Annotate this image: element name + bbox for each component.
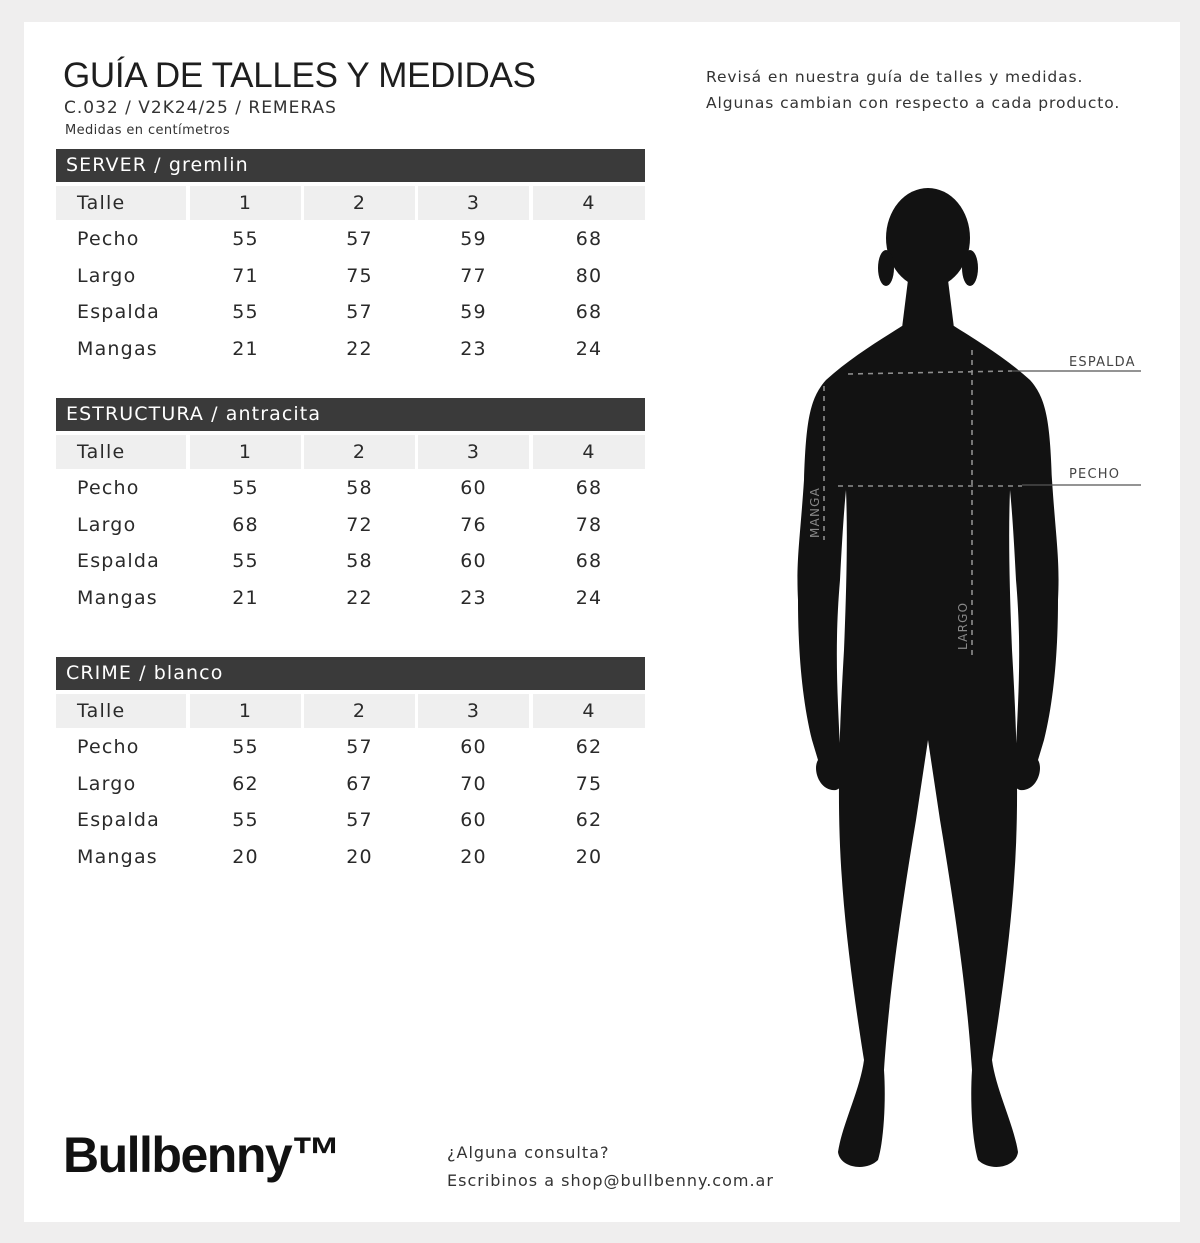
page-title: GUÍA DE TALLES Y MEDIDAS [63,56,536,95]
table-cell: 55 [232,736,259,758]
intro-line: Algunas cambian con respecto a cada producto. [706,94,1121,112]
table-cell: 20 [460,845,487,868]
pecho-label: PECHO [1069,467,1121,482]
table-cell: 78 [575,513,603,536]
table-cell: 55 [232,477,259,499]
table-cell: 62 [232,772,259,795]
table-cell: 59 [460,228,487,250]
header-cell: 2 [304,435,415,469]
table-row [56,544,645,581]
table-cell: 75 [346,264,373,287]
page-subtitle: C.032 / V2K24/25 / REMERAS [64,98,337,118]
table-cell: 80 [575,264,603,287]
table-cell: 68 [232,513,259,536]
table-cell: 57 [346,809,373,831]
table-cell: 60 [460,809,487,831]
table-cell: 23 [460,337,487,360]
table-cell: 55 [232,228,259,250]
row-label: Mangas [77,337,158,360]
header-cell: Talle [56,435,186,469]
row-label: Espalda [77,301,160,323]
size-table-crime [56,657,645,876]
table-cell: 55 [232,301,259,323]
table-header-row [56,694,645,730]
table-cell: 20 [346,845,373,868]
table-cell: 68 [575,301,603,323]
table-header-row [56,435,645,471]
table-cell: 67 [346,772,373,795]
table-cell: 62 [575,809,603,831]
table-row [56,332,645,369]
row-label: Mangas [77,845,158,868]
table-cell: 20 [575,845,603,868]
table-cell: 57 [346,736,373,758]
table-cell: 60 [460,736,487,758]
contact-email[interactable]: Escribinos a shop@bullbenny.com.ar [447,1171,774,1190]
header-cell: 4 [533,186,645,220]
row-label: Espalda [77,809,160,831]
table-title: CRIME / blanco [56,657,645,690]
header-cell: 2 [304,186,415,220]
table-cell: 22 [346,337,373,360]
table-header-row [56,186,645,222]
table-cell: 68 [575,228,603,250]
body-silhouette [760,180,1160,1200]
table-row [56,840,645,877]
header-cell: 3 [418,694,529,728]
brand-logo: Bullbenny™ [63,1127,340,1183]
units-note: Medidas en centímetros [65,123,231,138]
header-cell: 4 [533,694,645,728]
table-cell: 21 [232,586,259,609]
table-cell: 58 [346,550,373,572]
table-cell: 72 [346,513,373,536]
table-cell: 24 [575,586,603,609]
row-label: Pecho [77,477,140,499]
intro-line: Revisá en nuestra guía de talles y medidas. [706,68,1084,86]
header-cell: 1 [190,694,301,728]
table-cell: 23 [460,586,487,609]
row-label: Pecho [77,736,140,758]
table-cell: 68 [575,550,603,572]
header-cell: 3 [418,435,529,469]
header-cell: Talle [56,186,186,220]
table-title: ESTRUCTURA / antracita [56,398,645,431]
header-cell: 3 [418,186,529,220]
table-cell: 55 [232,550,259,572]
table-cell: 57 [346,228,373,250]
table-row [56,259,645,296]
size-table-estructura [56,398,645,617]
row-label: Largo [77,772,137,795]
size-table-server [56,149,645,368]
espalda-label: ESPALDA [1069,355,1136,370]
table-row [56,471,645,508]
row-label: Largo [77,513,137,536]
table-cell: 58 [346,477,373,499]
manga-label: MANGA [808,486,822,538]
table-row [56,222,645,259]
table-row [56,803,645,840]
row-label: Largo [77,264,137,287]
intro-text [706,64,1120,116]
body-figure [760,180,1160,1200]
table-title: SERVER / gremlin [56,149,645,182]
table-row [56,730,645,767]
table-cell: 68 [575,477,603,499]
table-cell: 21 [232,337,259,360]
contact-info [447,1139,774,1195]
table-cell: 71 [232,264,259,287]
table-cell: 60 [460,550,487,572]
table-cell: 75 [575,772,603,795]
table-cell: 77 [460,264,487,287]
row-label: Pecho [77,228,140,250]
header-cell: 1 [190,435,301,469]
header-cell: Talle [56,694,186,728]
table-cell: 55 [232,809,259,831]
table-cell: 76 [460,513,487,536]
row-label: Mangas [77,586,158,609]
table-row [56,295,645,332]
table-cell: 57 [346,301,373,323]
table-cell: 22 [346,586,373,609]
table-cell: 60 [460,477,487,499]
row-label: Espalda [77,550,160,572]
table-cell: 62 [575,736,603,758]
table-row [56,508,645,545]
header-cell: 4 [533,435,645,469]
table-row [56,767,645,804]
table-row [56,581,645,618]
header-cell: 1 [190,186,301,220]
header-cell: 2 [304,694,415,728]
table-cell: 70 [460,772,487,795]
contact-question: ¿Alguna consulta? [447,1143,610,1162]
table-cell: 20 [232,845,259,868]
table-cell: 24 [575,337,603,360]
largo-label: LARGO [956,601,970,650]
table-cell: 59 [460,301,487,323]
silhouette-shape [797,188,1058,1167]
